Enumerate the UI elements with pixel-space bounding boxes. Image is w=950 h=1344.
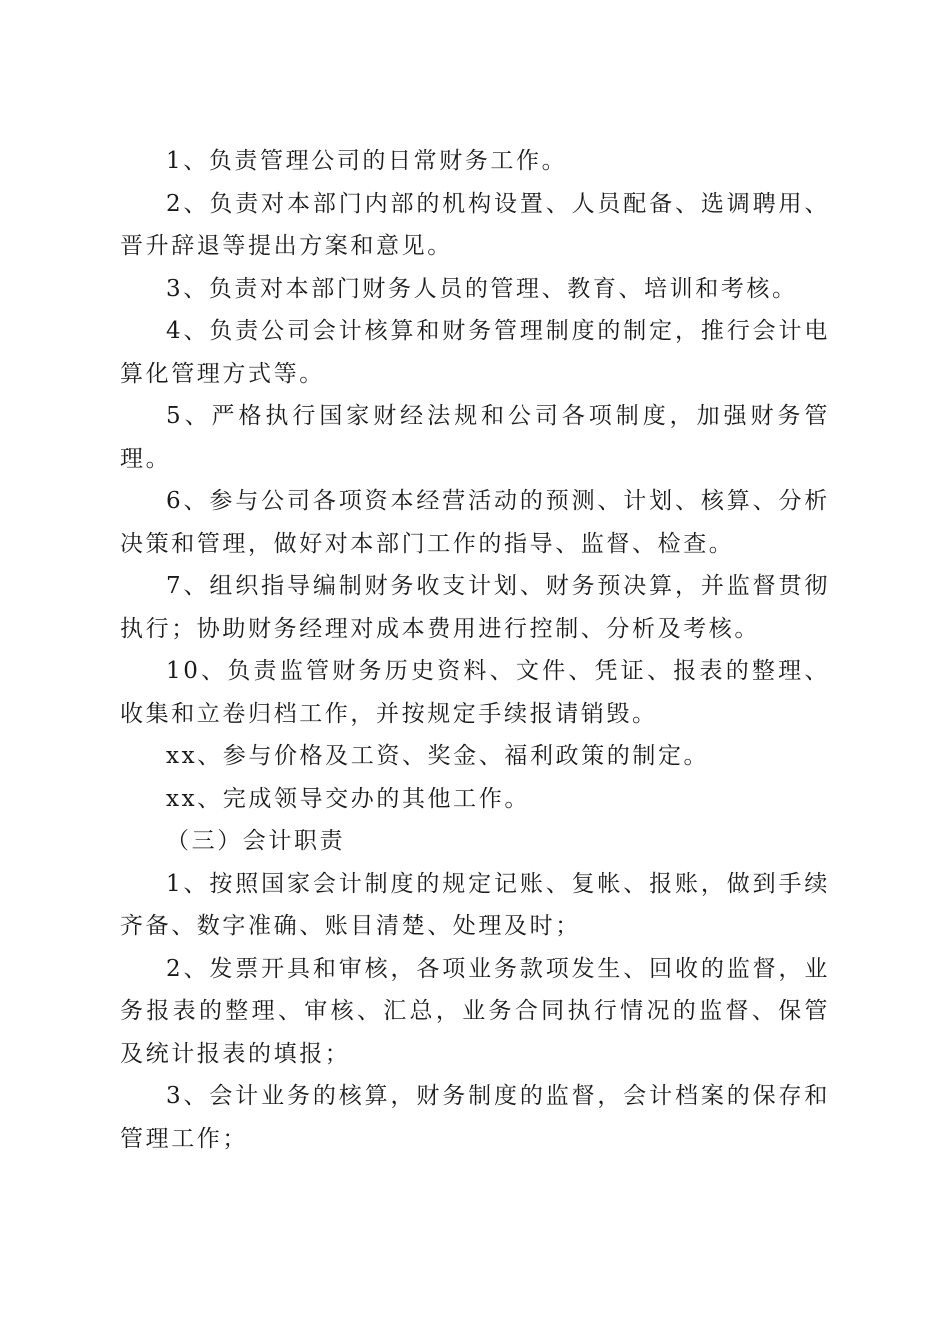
paragraph-2: 2、负责对本部门内部的机构设置、人员配备、选调聘用、晋升辞退等提出方案和意见。 <box>120 190 830 259</box>
paragraph-10: 10、负责监管财务历史资料、文件、凭证、报表的整理、收集和立卷归档工作，并按规定手续报请销毁。 <box>120 658 830 727</box>
paragraph-5: 5、严格执行国家财经法规和公司各项制度，加强财务管理。 <box>120 403 830 472</box>
paragraph-6: 6、参与公司各项资本经营活动的预测、计划、核算、分析决策和管理，做好对本部门工作的指导、监督、检查。 <box>120 488 830 557</box>
paragraph-1: 1、负责管理公司的日常财务工作。 <box>166 148 568 174</box>
section-heading: （三）会计职责 <box>166 828 346 854</box>
paragraph-7: 7、组织指导编制财务收支计划、财务预决算，并监督贯彻执行；协助财务经理对成本费用进行控制、分析及考核。 <box>120 573 830 642</box>
document-body <box>120 140 830 1160</box>
section-paragraph-2: 2、发票开具和审核，各项业务款项发生、回收的监督，业务报表的整理、审核、汇总，业务合同执行情况的监督、保管及统计报表的填报； <box>120 955 830 1067</box>
section-paragraph-3: 3、会计业务的核算，财务制度的监督，会计档案的保存和管理工作； <box>120 1083 830 1152</box>
section-paragraph-1: 1、按照国家会计制度的规定记账、复帐、报账，做到手续齐备、数字准确、账目清楚、处理及时； <box>120 870 830 939</box>
paragraph-xx-other: xx、完成领导交办的其他工作。 <box>166 785 530 812</box>
paragraph-xx-policy: xx、参与价格及工资、奖金、福利政策的制定。 <box>166 743 710 769</box>
paragraph-4: 4、负责公司会计核算和财务管理制度的制定，推行会计电算化管理方式等。 <box>120 318 830 387</box>
paragraph-3: 3、负责对本部门财务人员的管理、教育、培训和考核。 <box>166 275 798 302</box>
